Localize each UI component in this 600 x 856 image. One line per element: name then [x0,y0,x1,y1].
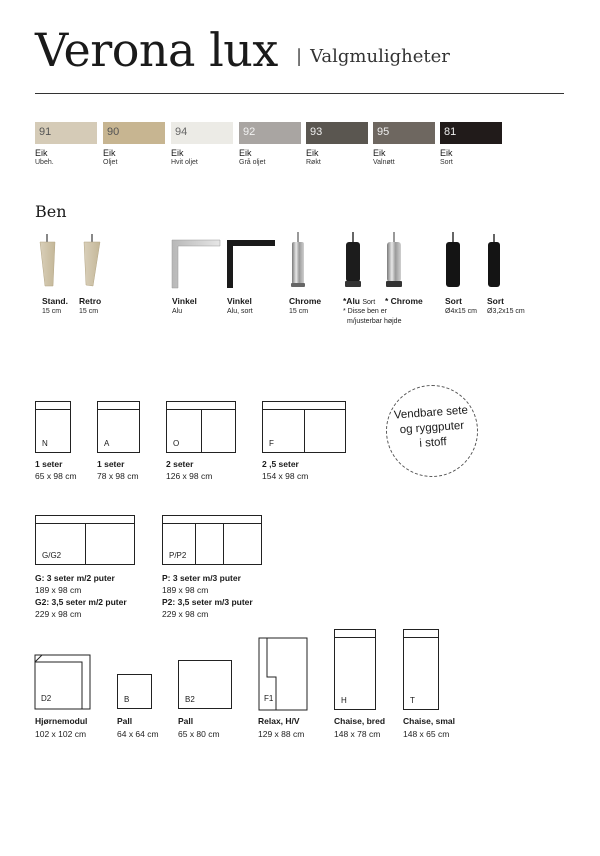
module-size: 229 x 98 cm [162,609,209,619]
leg-angle-alu-icon [172,240,220,288]
module-label: 2 seter [166,459,194,469]
module-label: 1 seter [35,459,63,469]
module-size: 148 x 78 cm [334,729,381,739]
header-divider [35,93,564,94]
module-size: 65 x 98 cm [35,471,77,481]
module-size: 148 x 65 cm [403,729,450,739]
module-size: 126 x 98 cm [166,471,213,481]
swatch-label: Eik Oljet [103,148,118,166]
leg-label: Chrome [289,296,322,306]
module-label: Pall [117,716,133,726]
module-label: Pall [178,716,194,726]
module-size: 64 x 64 cm [117,729,159,739]
module-size: 154 x 98 cm [262,471,309,481]
module-label: G: 3 seter m/2 puter [35,573,115,583]
module-g-g2: G/G2 [35,515,135,565]
leg-chrome-icon [291,232,305,287]
leg-alu-black-icon [345,232,361,287]
leg-label: Vinkel [172,296,197,306]
module-label: Relax, H/V [258,716,300,726]
leg-label: *Alu Sort [343,296,376,306]
module-size: 189 x 98 cm [35,585,82,595]
module-label: P2: 3,5 seter m/3 puter [162,597,253,607]
swatch-label: Eik Røkt [306,148,321,166]
swatch-94: 94 [171,122,233,144]
leg-label: Vinkel [227,296,252,306]
module-b: B [117,674,152,709]
module-label: Chaise, bred [334,716,386,726]
title-separator: | [296,46,303,67]
swatch-92: 92 [239,122,301,144]
swatch-label: Eik Grå oljet [239,148,266,166]
swatch-label: Eik Sort [440,148,453,166]
swatch-label: Eik Hvit oljet [171,148,198,166]
subtitle-text: Valgmuligheter [310,46,450,67]
module-label: 1 seter [97,459,125,469]
module-t: T [403,629,439,710]
page-title: Verona lux [35,23,278,77]
swatch-81: 81 [440,122,502,144]
module-size: 78 x 98 cm [97,471,139,481]
leg-note: * Disse ben er [343,308,387,315]
leg-label: * Chrome [385,296,423,306]
module-h: H [334,629,376,710]
module-b2: B2 [178,660,232,709]
badge-text: Vendbare sete og ryggputer i stoff [393,404,469,450]
leg-black-4-icon [446,232,460,287]
leg-label: Sort [487,296,504,306]
module-code: F1 [264,694,274,703]
leg-label: Sort [445,296,462,306]
module-f: F [262,401,346,453]
leg-retro-icon [84,234,100,286]
module-size: 229 x 98 cm [35,609,82,619]
leg-adjustable-chrome-icon [386,232,402,287]
leg-note-2: m/justerbar højde [347,318,402,325]
swatch-label: Eik Ubeh. [35,148,54,166]
leg-sub: Alu [172,308,183,315]
module-label: Hjørnemodul [35,716,88,726]
module-size: 189 x 98 cm [162,585,209,595]
swatch-label: Eik Valnøtt [373,148,395,166]
leg-stand-icon [40,234,55,286]
page-subtitle [296,46,450,67]
module-o: O [166,401,236,453]
leg-label: Stand. [42,296,68,306]
leg-black-3-icon [488,234,500,287]
module-p-p2: P/P2 [162,515,262,565]
module-label: Chaise, smal [403,716,455,726]
swatch-95: 95 [373,122,435,144]
swatch-91: 91 [35,122,97,144]
swatch-90: 90 [103,122,165,144]
leg-sub: 15 cm [79,308,99,315]
legs-illustrations [0,228,600,294]
module-code: D2 [41,694,52,703]
module-size: 65 x 80 cm [178,729,220,739]
leg-sub: Alu, sort [227,308,253,315]
module-a: A [97,401,140,453]
legs-heading: Ben [35,202,67,221]
module-n: N [35,401,71,453]
leg-label: Retro [79,296,102,306]
leg-sub: Ø3,2x15 cm [487,308,525,315]
leg-sub: Ø4x15 cm [445,308,477,315]
module-label: 2 ,5 seter [262,459,299,469]
swatch-93: 93 [306,122,368,144]
module-label: P: 3 seter m/3 puter [162,573,241,583]
module-size: 129 x 88 cm [258,729,305,739]
module-label: G2: 3,5 seter m/2 puter [35,597,127,607]
leg-sub: 15 cm [289,308,309,315]
leg-sub: 15 cm [42,308,62,315]
leg-angle-black-icon [227,240,275,288]
module-size: 102 x 102 cm [35,729,87,739]
